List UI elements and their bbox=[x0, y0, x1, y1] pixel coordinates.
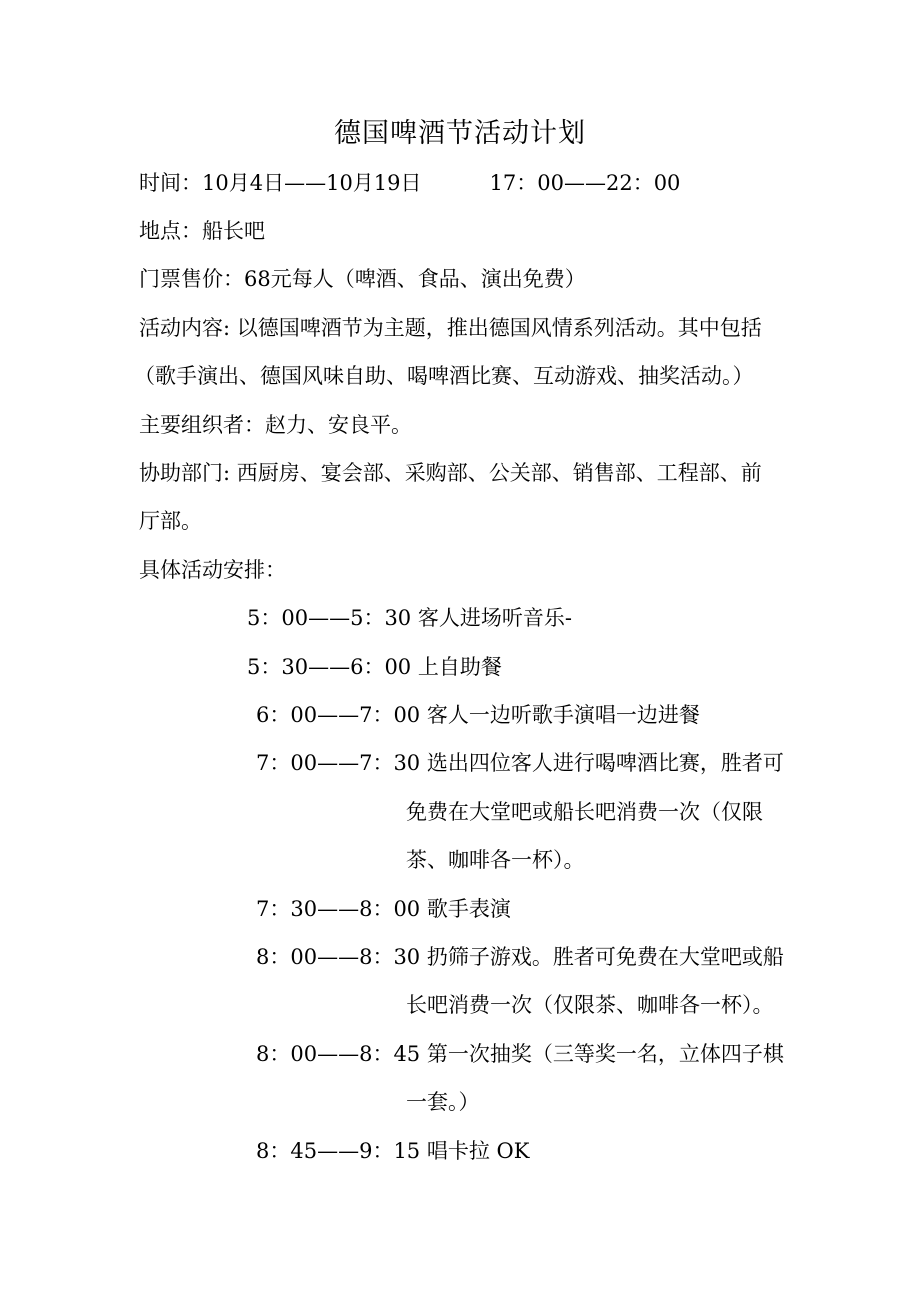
organizers-line: 主要组织者：赵力、安良平。 bbox=[139, 413, 412, 437]
schedule-item: 8：00——8：45 第一次抽奖（三等奖一名，立体四子棋 bbox=[256, 1042, 784, 1066]
schedule-item: 5：00——5：30 客人进场听音乐- bbox=[247, 606, 572, 630]
time-line bbox=[139, 168, 680, 198]
schedule-item: 7：00——7：30 选出四位客人进行喝啤酒比赛，胜者可 bbox=[256, 751, 784, 775]
departments-line-2: 厅部。 bbox=[139, 509, 202, 533]
schedule-item: 5：30——6：00 上自助餐 bbox=[247, 655, 502, 679]
content-line-2: （歌手演出、德国风味自助、喝啤酒比赛、互动游戏、抽奖活动。） bbox=[134, 364, 754, 388]
schedule-item-continuation: 免费在大堂吧或船长吧消费一次（仅限 bbox=[406, 800, 763, 824]
schedule-heading: 具体活动安排： bbox=[139, 558, 286, 582]
schedule-item-continuation: 一套。） bbox=[406, 1090, 480, 1114]
date-range: 时间：10月4日——10月19日 bbox=[139, 171, 422, 195]
ticket-line: 门票售价：68元每人（啤酒、食品、演出免费） bbox=[139, 267, 586, 291]
schedule-item: 7：30——8：00 歌手表演 bbox=[256, 897, 511, 921]
schedule-item-continuation: 茶、咖啡各一杯）。 bbox=[406, 848, 585, 872]
document-title: 德国啤酒节活动计划 bbox=[334, 118, 586, 149]
location-line: 地点：船长吧 bbox=[139, 219, 265, 243]
schedule-item: 8：00——8：30 扔筛子游戏。胜者可免费在大堂吧或船 bbox=[256, 945, 784, 969]
time-hours: 17：00——22：00 bbox=[489, 171, 681, 195]
departments-line-1: 协助部门: 西厨房、宴会部、采购部、公关部、销售部、工程部、前 bbox=[139, 461, 762, 485]
schedule-item: 8：45——9：15 唱卡拉 OK bbox=[256, 1139, 530, 1163]
schedule-item: 6：00——7：00 客人一边听歌手演唱一边进餐 bbox=[256, 703, 700, 727]
schedule-item-continuation: 长吧消费一次（仅限茶、咖啡各一杯）。 bbox=[406, 993, 774, 1017]
content-line-1: 活动内容: 以德国啤酒节为主题，推出德国风情系列活动。其中包括 bbox=[139, 316, 762, 340]
